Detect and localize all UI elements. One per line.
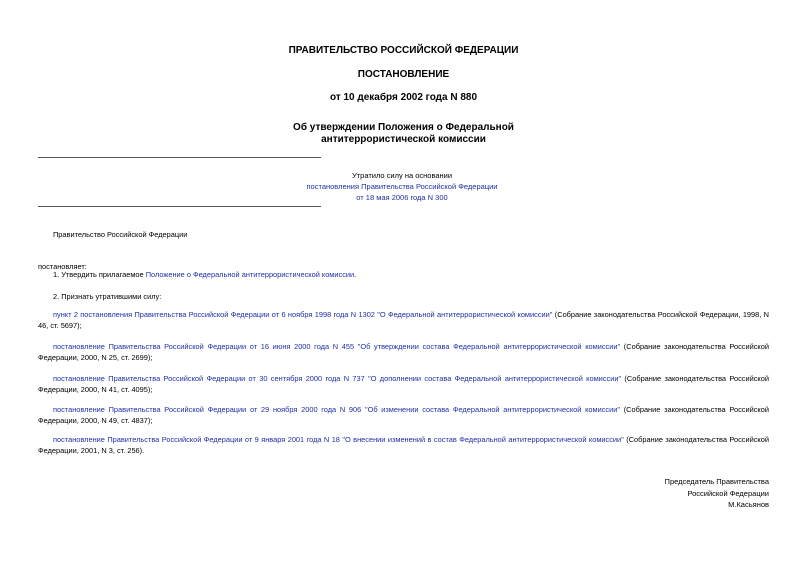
repeal-link-line-1[interactable]: постановления Правительства Российской Федерации <box>306 182 498 191</box>
repealed-link[interactable]: постановление Правительства Российской Федерации от 16 июня 2000 года N 455 "Об утверждении состава Федеральной антитеррористической комиссии" <box>53 342 621 351</box>
repealed-item <box>38 309 769 331</box>
government-heading: ПРАВИТЕЛЬСТВО РОССИЙСКОЙ ФЕДЕРАЦИИ <box>288 45 519 56</box>
repealed-source: (Собрание законодательства Российской Федерации, 2001, N 3, ст. 256). <box>38 435 769 455</box>
repealed-source: (Собрание законодательства Российской Федерации, 2000, N 49, ст. 4837); <box>38 405 769 425</box>
repealed-link[interactable]: постановление Правительства Российской Федерации от 30 сентября 2000 года N 737 "О дополнении состава Федеральной антитеррористической комиссии" <box>53 374 622 383</box>
signature-name: М.Касьянов <box>728 500 769 509</box>
repealed-item <box>38 373 769 395</box>
repealed-source: (Собрание законодательства Российской Федерации, 1998, N 46, ст. 5697); <box>38 310 769 330</box>
divider-bottom <box>38 206 321 207</box>
signature-block <box>469 476 769 511</box>
repealed-item <box>38 341 769 363</box>
signature-position-line-1: Председатель Правительства <box>664 477 769 486</box>
divider-top <box>38 157 321 158</box>
repealed-item <box>38 404 769 426</box>
repeal-link-line-2[interactable]: от 18 мая 2006 года N 300 <box>356 193 448 202</box>
status-note <box>38 170 766 203</box>
document-title-line-2: антитеррористической комиссии <box>321 134 486 145</box>
intro-paragraph: Правительство Российской Федерации <box>53 230 188 239</box>
repealed-link[interactable]: пункт 2 постановления Правительства Российской Федерации от 6 ноября 1998 года N 1302 "О Федеральной антитеррористической комиссии" <box>53 310 553 319</box>
status-note-text: Утратило силу на основании <box>351 171 453 180</box>
item-1 <box>38 269 769 280</box>
repealed-source: (Собрание законодательства Российской Федерации, 2000, N 41, ст. 4095); <box>38 374 769 394</box>
decree-word: постановляет: <box>38 262 87 271</box>
regulation-link[interactable]: Положение о Федеральной антитеррористической комиссии <box>145 270 355 279</box>
repealed-item <box>38 434 769 456</box>
repealed-source: (Собрание законодательства Российской Федерации, 2000, N 25, ст. 2699); <box>38 342 769 362</box>
item-1-prefix: 1. Утвердить прилагаемое <box>53 270 146 279</box>
item-2: 2. Признать утратившими силу: <box>53 292 162 301</box>
document-type: ПОСТАНОВЛЕНИЕ <box>357 69 450 80</box>
item-1-suffix: . <box>354 270 357 279</box>
document-title-line-1: Об утверждении Положения о Федеральной <box>293 122 514 133</box>
repealed-link[interactable]: постановление Правительства Российской Федерации от 9 января 2001 года N 18 "О внесении изменений в состав Федеральной антитеррористической комиссии" <box>53 435 624 444</box>
document-date-number: от 10 декабря 2002 года N 880 <box>329 92 478 103</box>
repealed-link[interactable]: постановление Правительства Российской Федерации от 29 ноября 2000 года N 906 "Об изменении состава Федеральной антитеррористической комиссии" <box>53 405 620 414</box>
repeal-link[interactable] <box>38 181 766 203</box>
signature-position-line-2: Российской Федерации <box>687 488 769 498</box>
